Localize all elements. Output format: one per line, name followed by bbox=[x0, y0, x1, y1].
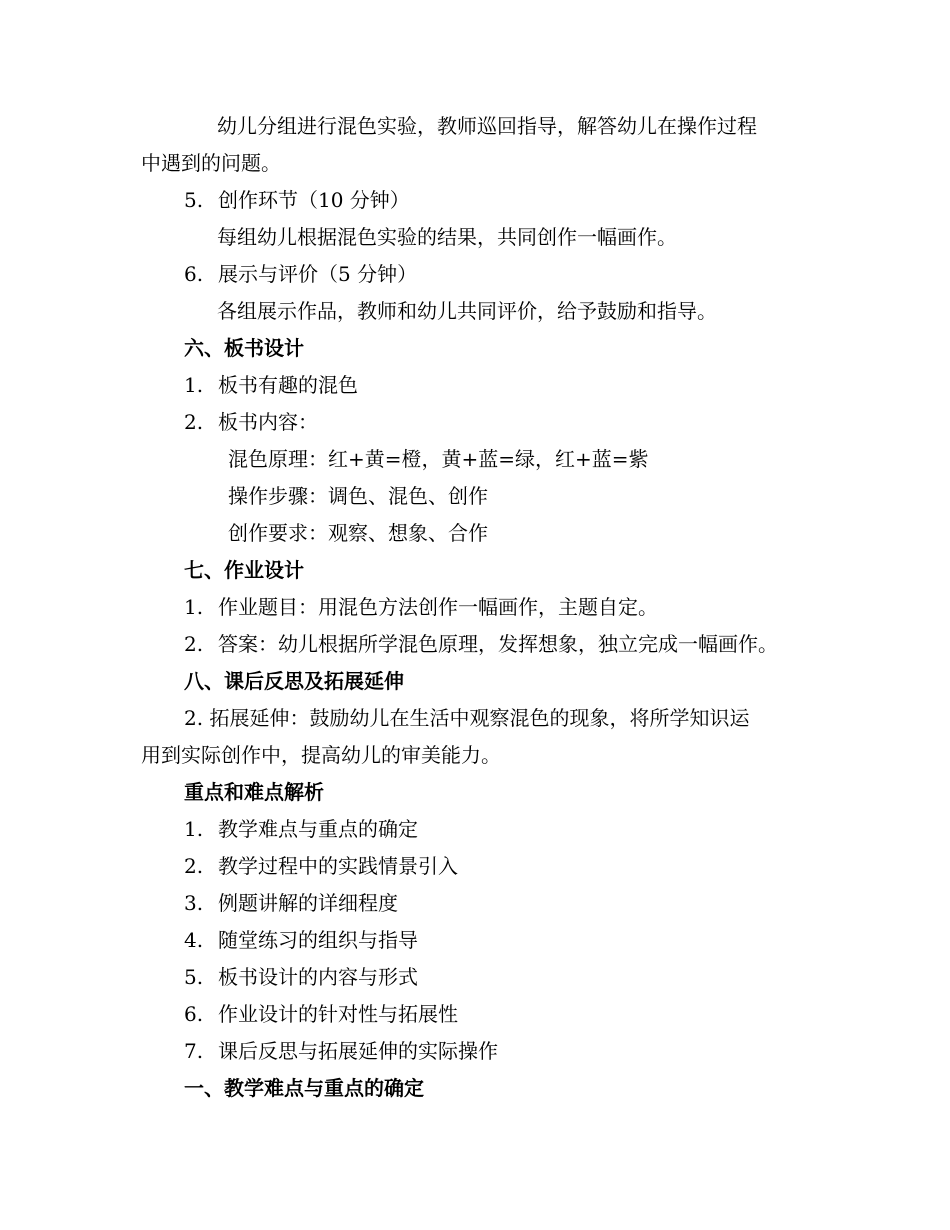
list-number: 6. bbox=[184, 262, 204, 286]
list-number: 1. bbox=[184, 595, 204, 619]
list-number: 5. bbox=[184, 965, 204, 989]
list-text: 例题讲解的详细程度 bbox=[218, 891, 398, 915]
list-number: 6. bbox=[184, 1002, 204, 1026]
list-text: 展示与评价（5 分钟） bbox=[218, 262, 418, 286]
paragraph-line: 幼儿分组进行混色实验，教师巡回指导，解答幼儿在操作过程 bbox=[217, 114, 757, 138]
list-item bbox=[184, 630, 778, 658]
list-text: 答案：幼儿根据所学混色原理，发挥想象，独立完成一幅画作。 bbox=[218, 632, 778, 656]
list-text: 课后反思与拓展延伸的实际操作 bbox=[218, 1039, 498, 1063]
list-item bbox=[184, 371, 358, 399]
list-number: 7. bbox=[184, 1039, 204, 1063]
paragraph-line: 各组展示作品，教师和幼儿共同评价，给予鼓励和指导。 bbox=[217, 299, 717, 323]
list-item bbox=[184, 1000, 458, 1028]
list-item bbox=[184, 963, 418, 991]
list-item bbox=[184, 1037, 498, 1065]
section-heading: 八、课后反思及拓展延伸 bbox=[184, 669, 404, 693]
paragraph-line: 中遇到的问题。 bbox=[141, 151, 281, 175]
list-number: 4. bbox=[184, 928, 204, 952]
section-heading: 七、作业设计 bbox=[184, 558, 304, 582]
section-heading: 六、板书设计 bbox=[184, 336, 304, 360]
list-number: 1. bbox=[184, 373, 204, 397]
list-item bbox=[184, 926, 418, 954]
paragraph-line: 每组幼儿根据混色实验的结果，共同创作一幅画作。 bbox=[217, 225, 677, 249]
paragraph-line: 2. 拓展延伸：鼓励幼儿在生活中观察混色的现象，将所学知识运 bbox=[184, 706, 750, 730]
list-item bbox=[184, 260, 417, 288]
list-number: 2. bbox=[184, 410, 204, 434]
list-text: 作业题目：用混色方法创作一幅画作，主题自定。 bbox=[218, 595, 658, 619]
list-number: 5. bbox=[184, 188, 204, 212]
list-text: 板书设计的内容与形式 bbox=[218, 965, 418, 989]
list-text: 教学难点与重点的确定 bbox=[218, 817, 418, 841]
board-content-line: 操作步骤：调色、混色、创作 bbox=[228, 484, 488, 508]
list-item bbox=[184, 852, 458, 880]
list-number: 1. bbox=[184, 817, 204, 841]
list-text: 板书内容： bbox=[218, 410, 318, 434]
list-item bbox=[184, 186, 410, 214]
list-text: 创作环节（10 分钟） bbox=[218, 188, 410, 212]
board-content-line: 混色原理：红+黄=橙，黄+蓝=绿，红+蓝=紫 bbox=[228, 447, 649, 471]
list-text: 随堂练习的组织与指导 bbox=[218, 928, 418, 952]
list-text: 教学过程中的实践情景引入 bbox=[218, 854, 458, 878]
list-number: 2. bbox=[184, 854, 204, 878]
list-text: 作业设计的针对性与拓展性 bbox=[218, 1002, 458, 1026]
list-item bbox=[184, 408, 318, 436]
list-number: 2. bbox=[184, 632, 204, 656]
list-item bbox=[184, 889, 398, 917]
list-text: 板书有趣的混色 bbox=[218, 373, 358, 397]
list-item bbox=[184, 815, 418, 843]
board-content-line: 创作要求：观察、想象、合作 bbox=[228, 521, 488, 545]
section-heading: 重点和难点解析 bbox=[184, 780, 324, 804]
list-item bbox=[184, 593, 658, 621]
paragraph-line: 用到实际创作中，提高幼儿的审美能力。 bbox=[141, 743, 501, 767]
list-number: 3. bbox=[184, 891, 204, 915]
section-heading: 一、教学难点与重点的确定 bbox=[184, 1076, 424, 1100]
